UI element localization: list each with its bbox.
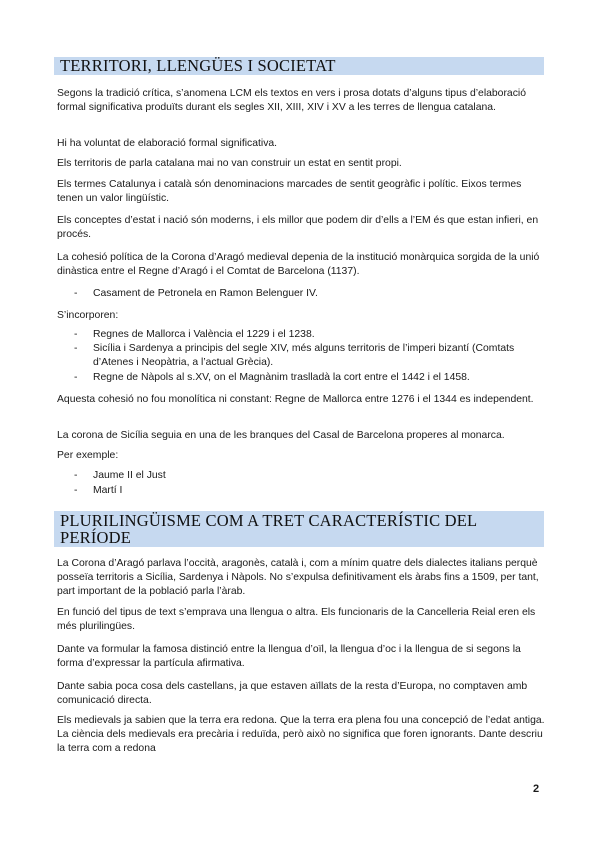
paragraph: Dante va formular la famosa distinció entre la llengua d’oïl, la llengua d’oc i la llengua de si segons la forma d’expressar la partícula afirmativa. bbox=[57, 644, 521, 669]
list-item bbox=[74, 371, 544, 385]
list-item-text: Martí I bbox=[93, 485, 123, 496]
list-item-text: Jaume II el Just bbox=[93, 470, 166, 481]
list-dash: - bbox=[74, 329, 78, 340]
list-item-text: Sicília i Sardenya a principis del segle XIV, més alguns territoris de l’imperi bizantí (Comtats d’Atenes i Neopàtria, a l’actual Grècia). bbox=[93, 343, 515, 368]
list-dash: - bbox=[74, 372, 78, 383]
paragraph: Hi ha voluntat de elaboració formal significativa. bbox=[57, 138, 278, 149]
paragraph: Dante sabia poca cosa dels castellans, ja que estaven aïllats de la resta d’Europa, no comptaven amb comunicació directa. bbox=[57, 681, 528, 706]
list-dash: - bbox=[74, 470, 78, 481]
list-dash: - bbox=[74, 343, 78, 354]
paragraph: Els conceptes d’estat i nació són moderns, i els millor que podem dir d’ells a l’EM és que estan infieri, en procés. bbox=[57, 215, 539, 240]
paragraph: Els medievals ja sabien que la terra era redona. Que la terra era plena fou una concepció de l’edat antiga. La ciència dels medievals era precària i reduïda, però això no significa que foren ignorants. Dante descriu la terra com a redona bbox=[57, 715, 545, 754]
page-number: 2 bbox=[533, 783, 540, 795]
list-item bbox=[74, 484, 544, 498]
section-heading-text: PERÍODE bbox=[60, 528, 132, 547]
section-heading-text: TERRITORI, LLENGÜES I SOCIETAT bbox=[60, 56, 336, 75]
section-heading-plurilinguisme bbox=[54, 511, 544, 547]
paragraph: Per exemple: bbox=[57, 450, 119, 461]
paragraph: Els territoris de parla catalana mai no van construir un estat en sentit propi. bbox=[57, 158, 402, 169]
list-item-text: Regne de Nàpols al s.XV, on el Magnànim traslladà la cort entre el 1442 i el 1458. bbox=[93, 372, 470, 383]
paragraph: En funció del tipus de text s’emprava una llengua o altra. Els funcionaris de la Cancelleria Reial eren els més plurilingües. bbox=[57, 607, 536, 632]
list-item-text: Regnes de Mallorca i València el 1229 i el 1238. bbox=[93, 329, 315, 340]
paragraph: La cohesió política de la Corona d’Aragó medieval depenia de la institució monàrquica sorgida de la unió dinàstica entre el Regne d’Aragó i el Comtat de Barcelona (1137). bbox=[57, 252, 540, 277]
paragraph: La Corona d’Aragó parlava l’occità, aragonès, català i, com a mínim quatre dels dialectes italians perquè posseïa territoris a Sicília, Sardenya i Nàpols. No s’expulsa definitivament els àrabs fins a 1509, per tant, part important de la població parla l’àrab. bbox=[57, 558, 539, 597]
list-item-text: Casament de Petronela en Ramon Belenguer IV. bbox=[93, 288, 318, 299]
list-item bbox=[74, 342, 544, 370]
section-heading-text: PLURILINGÜISME COM A TRET CARACTERÍSTIC DEL bbox=[60, 511, 478, 530]
list-dash: - bbox=[74, 485, 78, 496]
list-item bbox=[74, 287, 544, 301]
section-heading-territori bbox=[54, 57, 544, 75]
paragraph: Segons la tradició crítica, s’anomena LCM els textos en vers i prosa dotats d’alguns tipus d’elaboració formal significativa produïts durant els segles XII, XIII, XIV i XV a les terres de llengua catalana. bbox=[57, 88, 526, 113]
paragraph: S’incorporen: bbox=[57, 310, 119, 321]
paragraph: Aquesta cohesió no fou monolítica ni constant: Regne de Mallorca entre 1276 i el 1344 es independent. bbox=[57, 394, 534, 405]
list-item bbox=[74, 469, 544, 483]
paragraph: Els termes Catalunya i català són denominacions marcades de sentit geogràfic i polític. Eixos termes tenen un valor lingüístic. bbox=[57, 179, 522, 204]
list-item bbox=[74, 328, 544, 342]
list-dash: - bbox=[74, 288, 78, 299]
paragraph: La corona de Sicília seguia en una de les branques del Casal de Barcelona properes al monarca. bbox=[57, 430, 505, 441]
